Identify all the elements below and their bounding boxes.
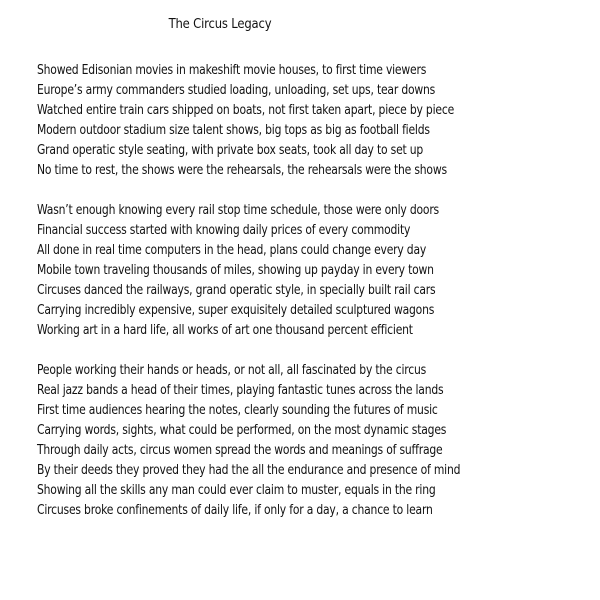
page-title: The Circus Legacy — [168, 16, 272, 32]
poem-line: Carrying words, sights, what could be performed, on the most dynamic stages — [37, 422, 447, 438]
stanza-2 — [37, 200, 597, 340]
poem-line: Working art in a hard life, all works of art one thousand percent efficient — [37, 322, 413, 338]
poem-line: Showed Edisonian movies in makeshift movie houses, to first time viewers — [37, 62, 427, 78]
poem-line: Circuses danced the railways, grand operatic style, in specially built rail cars — [37, 282, 436, 298]
poem-line: Carrying incredibly expensive, super exquisitely detailed sculptured wagons — [37, 302, 435, 318]
poem-line: All done in real time computers in the head, plans could change every day — [37, 242, 427, 258]
poem-line: By their deeds they proved they had the all the endurance and presence of mind — [37, 462, 461, 478]
poem-line: Watched entire train cars shipped on boats, not first taken apart, piece by piece — [37, 102, 455, 118]
poem-line: Europe’s army commanders studied loading, unloading, set ups, tear downs — [37, 82, 436, 98]
poem-line: Modern outdoor stadium size talent shows, big tops as big as football fields — [37, 122, 430, 138]
poem-body — [37, 60, 597, 540]
poem-line: Through daily acts, circus women spread the words and meanings of suffrage — [37, 442, 443, 458]
stanza-1 — [37, 60, 597, 180]
poem-line: Showing all the skills any man could ever claim to muster, equals in the ring — [37, 482, 436, 498]
poem-line: First time audiences hearing the notes, clearly sounding the futures of music — [37, 402, 438, 418]
poem-line: Wasn’t enough knowing every rail stop time schedule, those were only doors — [37, 202, 439, 218]
poem-line: Mobile town traveling thousands of miles, showing up payday in every town — [37, 262, 434, 278]
poem-line: People working their hands or heads, or not all, all fascinated by the circus — [37, 362, 427, 378]
stanza-3 — [37, 360, 597, 520]
poem-line: Grand operatic style seating, with private box seats, took all day to set up — [37, 142, 424, 158]
poem-line: No time to rest, the shows were the rehearsals, the rehearsals were the shows — [37, 162, 447, 178]
poem-line: Financial success started with knowing daily prices of every commodity — [37, 222, 411, 238]
poem-line: Circuses broke confinements of daily life, if only for a day, a chance to learn — [37, 502, 433, 518]
poem-line: Real jazz bands a head of their times, playing fantastic tunes across the lands — [37, 382, 444, 398]
